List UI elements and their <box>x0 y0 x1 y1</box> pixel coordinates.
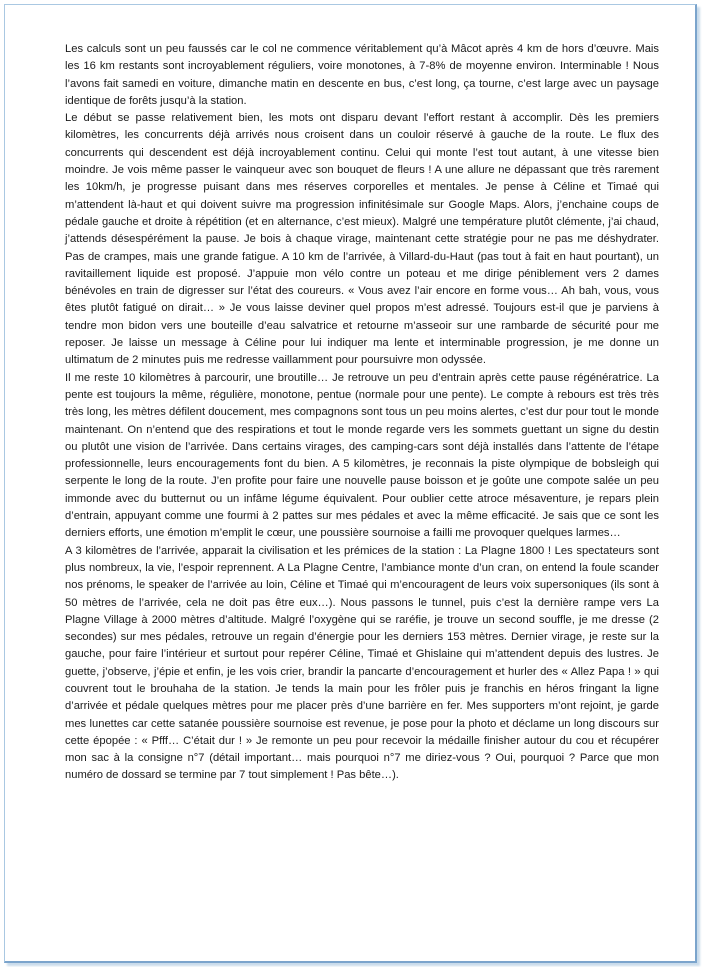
paragraph-intro: Les calculs sont un peu faussés car le col ne commence véritablement qu’à Mâcot après 4 km de hors d’œuvre. Mais les 16 km restants sont incroyablement réguliers, voire monotones, à 7-8% de moyenne environ. Interminable ! Nous l’avons fait samedi en voiture, dimanche matin en descente en bus, c’est long, ça tourne, c’est large avec un paysage identique de forêts jusqu’à la station. <box>65 43 659 107</box>
paragraph-finish: A 3 kilomètres de l’arrivée, apparait la civilisation et les prémices de la station : La Plagne 1800 ! Les spectateurs sont plus nombreux, la vie, l’espoir reprennent. A La Plagne Centre, l’ambiance monte d’un cran, on entend la foule scander nos prénoms, le speaker de l’arrivée au loin, Céline et Timaé qui m’encouragent de leurs voix supersoniques (ils sont à 50 mètres de l’arrivée, cela ne doit pas être eux…). Nous passons le tunnel, puis c’est la dernière rampe vers La Plagne Village à 2000 mètres d’altitude. Malgré l’oxygène qui se raréfie, je trouve un second souffle, je me dresse (2 secondes) sur mes pédales, retrouve un regain d’énergie pour les derniers 153 mètres. Dernier virage, je reste sur la gauche, pour faire l’intérieur et surtout pour repérer Céline, Timaé et Ghislaine qui m’attendent depuis des lustres. Je guette, j’observe, j’épie et enfin, je les vois crier, brandir la pancarte d’encouragement et hurler des « Allez Papa ! » qui couvrent tout le brouhaha de la station. Je tends la main pour les frôler puis je franchis en héros fringant la ligne d’arrivée et pédale quelques mètres pour me placer près d’une barrière en fer. Mes supporters m’ont rejoint, je garde mes lunettes car cette satanée poussière sournoise est revenue, je pose pour la photo et déclame un long discours sur cette épopée : « Pfff… C’était dur ! » Je remonte un peu pour recevoir la médaille finisher autour du cou et récupérer mon sac à la consigne n°7 (détail important… mais pourquoi n°7 me diriez-vous ? Oui, pourquoi ? Parce que mon numéro de dossard se termine par 7 tout simplement ! Pas bête…). <box>65 544 659 782</box>
paragraph-climb-start: Le début se passe relativement bien, les mots ont disparu devant l’effort restant à accomplir. Dès les premiers kilomètres, les concurrents déjà arrivés nous croisent dans un couloir réservé à gauche de la route. Le flux des concurrents qui descendent est déjà incroyablement continu. Celui qui monte l’est tout autant, à une vitesse bien moindre. Je vois même passer le vainqueur avec son bouquet de fleurs ! A une allure ne dépassant que très rarement les 10km/h, je progresse puisant dans mes réserves corporelles et mentales. Je pense à Céline et Timaé qui m’attendent là-haut et qui doivent suivre ma progression infinitésimale sur Google Maps. Alors, j’enchaine coups de pédale gauche et droite à répétition (et en alternance, c’est mieux). Malgré une température plutôt clémente, j’ai chaud, j’attends désespérément la pause. Je bois à chaque virage, maintenant cette stratégie pour ne pas me déshydrater. Pas de crampes, mais une grande fatigue. A 10 km de l’arrivée, à Villard-du-Haut (pas tout à fait en haut pourtant), un ravitaillement liquide est proposé. J’appuie mon vélo contre un poteau et me dirige péniblement vers 2 dames bénévoles en train de digresser sur l’état des coureurs. « Vous avez l’air encore en forme vous… Ah bah, vous, vous êtes plutôt fatigué on dirait… » Je vous laisse deviner quel propos m’est adressé. Toujours est-il que je parviens à tendre mon bidon vers une bouteille d’eau salvatrice et retourne m’asseoir sur une rambarde de sécurité pour me reposer. Je laisse un message à Céline pour lui indiquer ma lente et interminable progression, je me donne un ultimatum de 2 minutes puis me redresse vaillamment pour poursuivre mon odyssée. <box>65 112 659 367</box>
document-page <box>4 4 697 963</box>
document-body <box>65 41 659 785</box>
paragraph-last-ten-km: Il me reste 10 kilomètres à parcourir, une broutille… Je retrouve un peu d’entrain après cette pause régénératrice. La pente est toujours la même, régulière, monotone, pentue (normale pour une pente). Le compte à rebours est très très très long, les mètres défilent doucement, mes compagnons sont tous un peu moins alertes, c’est dur pour tout le monde maintenant. On n’entend que des respirations et tout le monde regarde vers les sommets guettant un signe du destin ou plutôt une vision de l’arrivée. Dans certains virages, des camping-cars sont déjà installés dans l’attente de l’étape professionnelle, leurs encouragements font du bien. A 5 kilomètres, je reconnais la piste olympique de bobsleigh qui serpente le long de la route. J’en profite pour faire une nouvelle pause boisson et je goûte une compote salée un peu immonde avec du butternut ou un infâme légume équivalent. Pour oublier cette atroce mésaventure, je repars plein d’entrain, appuyant comme une fourmi à 2 pattes sur mes pédales et avec la même efficacité. Je sais que ce sont les derniers efforts, une émotion m’emplit le cœur, une poussière sournoise a failli me provoquer quelques larmes… <box>65 371 659 540</box>
